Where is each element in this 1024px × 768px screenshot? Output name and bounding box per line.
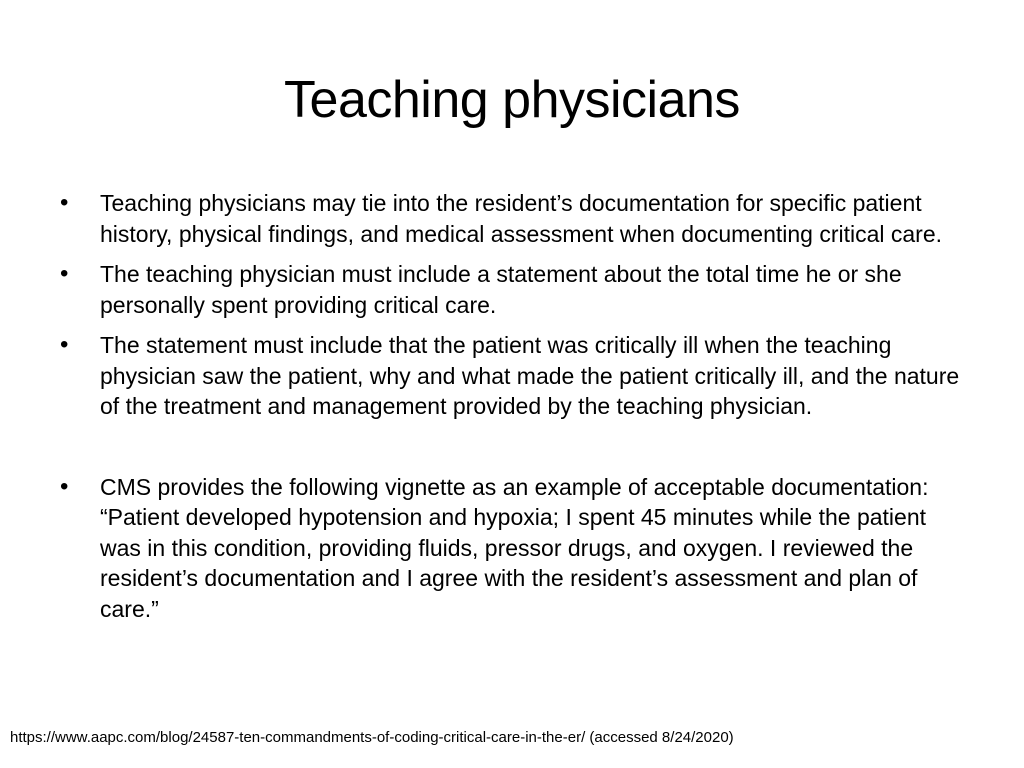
bullet-dot-icon: • xyxy=(60,472,69,500)
bullet-dot-icon: • xyxy=(60,189,69,216)
bullet-list xyxy=(60,188,970,634)
bullet-item xyxy=(60,188,970,249)
bullet-item xyxy=(60,472,970,625)
bullet-item xyxy=(60,259,970,320)
bullet-text: The teaching physician must include a statement about the total time he or she personally spent providing critical care. xyxy=(100,261,902,318)
slide-title: Teaching physicians xyxy=(284,71,740,129)
bullet-text: CMS provides the following vignette as an example of acceptable documentation: “Patient developed hypotension and hypoxia; I spent 45 minutes while the patient was in this condition, providing fluids, pressor drugs, and oxygen. I reviewed the resident’s documentation and I agree with the resident’s assessment and plan of care.” xyxy=(100,473,929,622)
bullet-text: The statement must include that the patient was critically ill when the teaching physician saw the patient, why and what made the patient critically ill, and the nature of the treatment and management provided by the teaching physician. xyxy=(100,332,960,419)
bullet-dot-icon: • xyxy=(60,331,69,358)
bullet-text: Teaching physicians may tie into the resident’s documentation for specific patient history, physical findings, and medical assessment when documenting critical care. xyxy=(100,190,943,247)
source-citation: https://www.aapc.com/blog/24587-ten-commandments-of-coding-critical-care-in-the-er/ (accessed 8/24/2020) xyxy=(10,729,734,746)
bullet-dot-icon: • xyxy=(60,260,69,287)
bullet-item xyxy=(60,330,970,422)
